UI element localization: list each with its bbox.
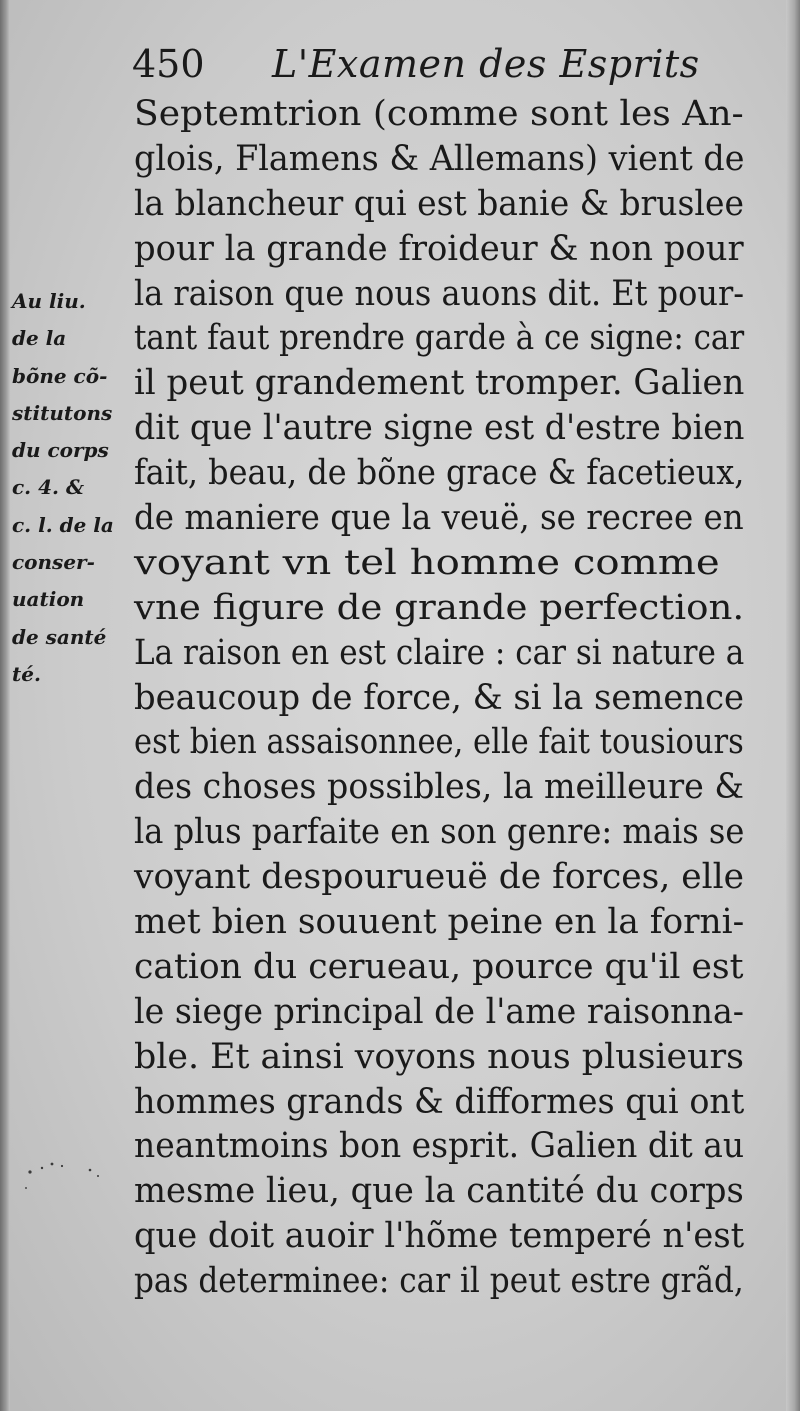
text-line: glois, Flamens & Allemans) vient de <box>134 138 745 179</box>
body-text <box>134 92 744 1304</box>
running-title: L'Examen des Esprits <box>272 42 700 86</box>
text-line: la plus parfaite en son genre: mais se <box>134 812 745 853</box>
text-line: des choses possibles, la meilleure & <box>134 767 744 808</box>
margin-note-line: conser- <box>12 550 95 575</box>
margin-note-line: c. 4. & <box>12 475 85 500</box>
margin-note-line: de la <box>12 326 67 351</box>
margin-note-line: uation <box>12 587 85 612</box>
text-line: que doit auoir l'hõme temperé n'est <box>134 1216 745 1257</box>
text-line: pour la grande froideur & non pour <box>134 228 744 269</box>
ink-specks <box>18 1158 128 1198</box>
margin-note-line: du corps <box>12 438 109 463</box>
margin-note-line: de santé <box>12 624 107 649</box>
margin-note-line: Au liu. <box>12 289 86 313</box>
text-line: beaucoup de force, & si la semence <box>134 677 745 718</box>
text-line: ble. Et ainsi voyons nous plusieurs <box>134 1036 744 1077</box>
text-line: neantmoins bon esprit. Galien dit au <box>134 1126 745 1167</box>
text-line: il peut grandement tromper. Galien <box>134 363 745 404</box>
text-line: fait, beau, de bõne grace & facetieux, <box>134 453 745 494</box>
text-line: cation du cerueau, pource qu'il est <box>134 946 744 987</box>
text-line: pas determinee: car il peut estre grãd, <box>134 1261 744 1302</box>
margin-note <box>12 283 130 693</box>
text-line: la blancheur qui est banie & bruslee <box>134 183 744 224</box>
text-line: voyant vn tel homme comme <box>134 542 720 583</box>
text-line: voyant despourueuë de forces, elle <box>134 857 745 898</box>
text-line: mesme lieu, que la cantité du corps <box>134 1171 744 1212</box>
running-header <box>132 40 772 88</box>
margin-note-line: té. <box>12 661 41 686</box>
page-number: 450 <box>132 42 205 86</box>
margin-note-line: c. l. de la <box>12 512 114 537</box>
text-line: le siege principal de l'ame raisonna- <box>134 991 744 1032</box>
margin-note-line: stitutons <box>12 400 113 425</box>
page-edge-shadow <box>786 0 800 1411</box>
binding-gutter <box>0 0 10 1411</box>
margin-note-line: bõne cõ- <box>12 363 108 388</box>
text-line: tant faut prendre garde à ce signe: car <box>134 318 745 359</box>
text-line: Septemtrion (comme sont les An- <box>134 94 744 134</box>
text-line: vne figure de grande perfection. <box>134 587 745 628</box>
text-line: met bien souuent peine en la forni- <box>134 902 745 943</box>
text-line: dit que l'autre signe est d'estre bien <box>134 408 745 449</box>
text-line: de maniere que la veuë, se recree en <box>134 498 744 539</box>
text-line: La raison en est claire : car si nature a <box>134 632 745 673</box>
text-line: la raison que nous auons dit. Et pour- <box>134 273 745 314</box>
text-line: hommes grands & difformes qui ont <box>134 1081 745 1122</box>
text-line: est bien assaisonnee, elle fait tousiours <box>134 722 744 763</box>
